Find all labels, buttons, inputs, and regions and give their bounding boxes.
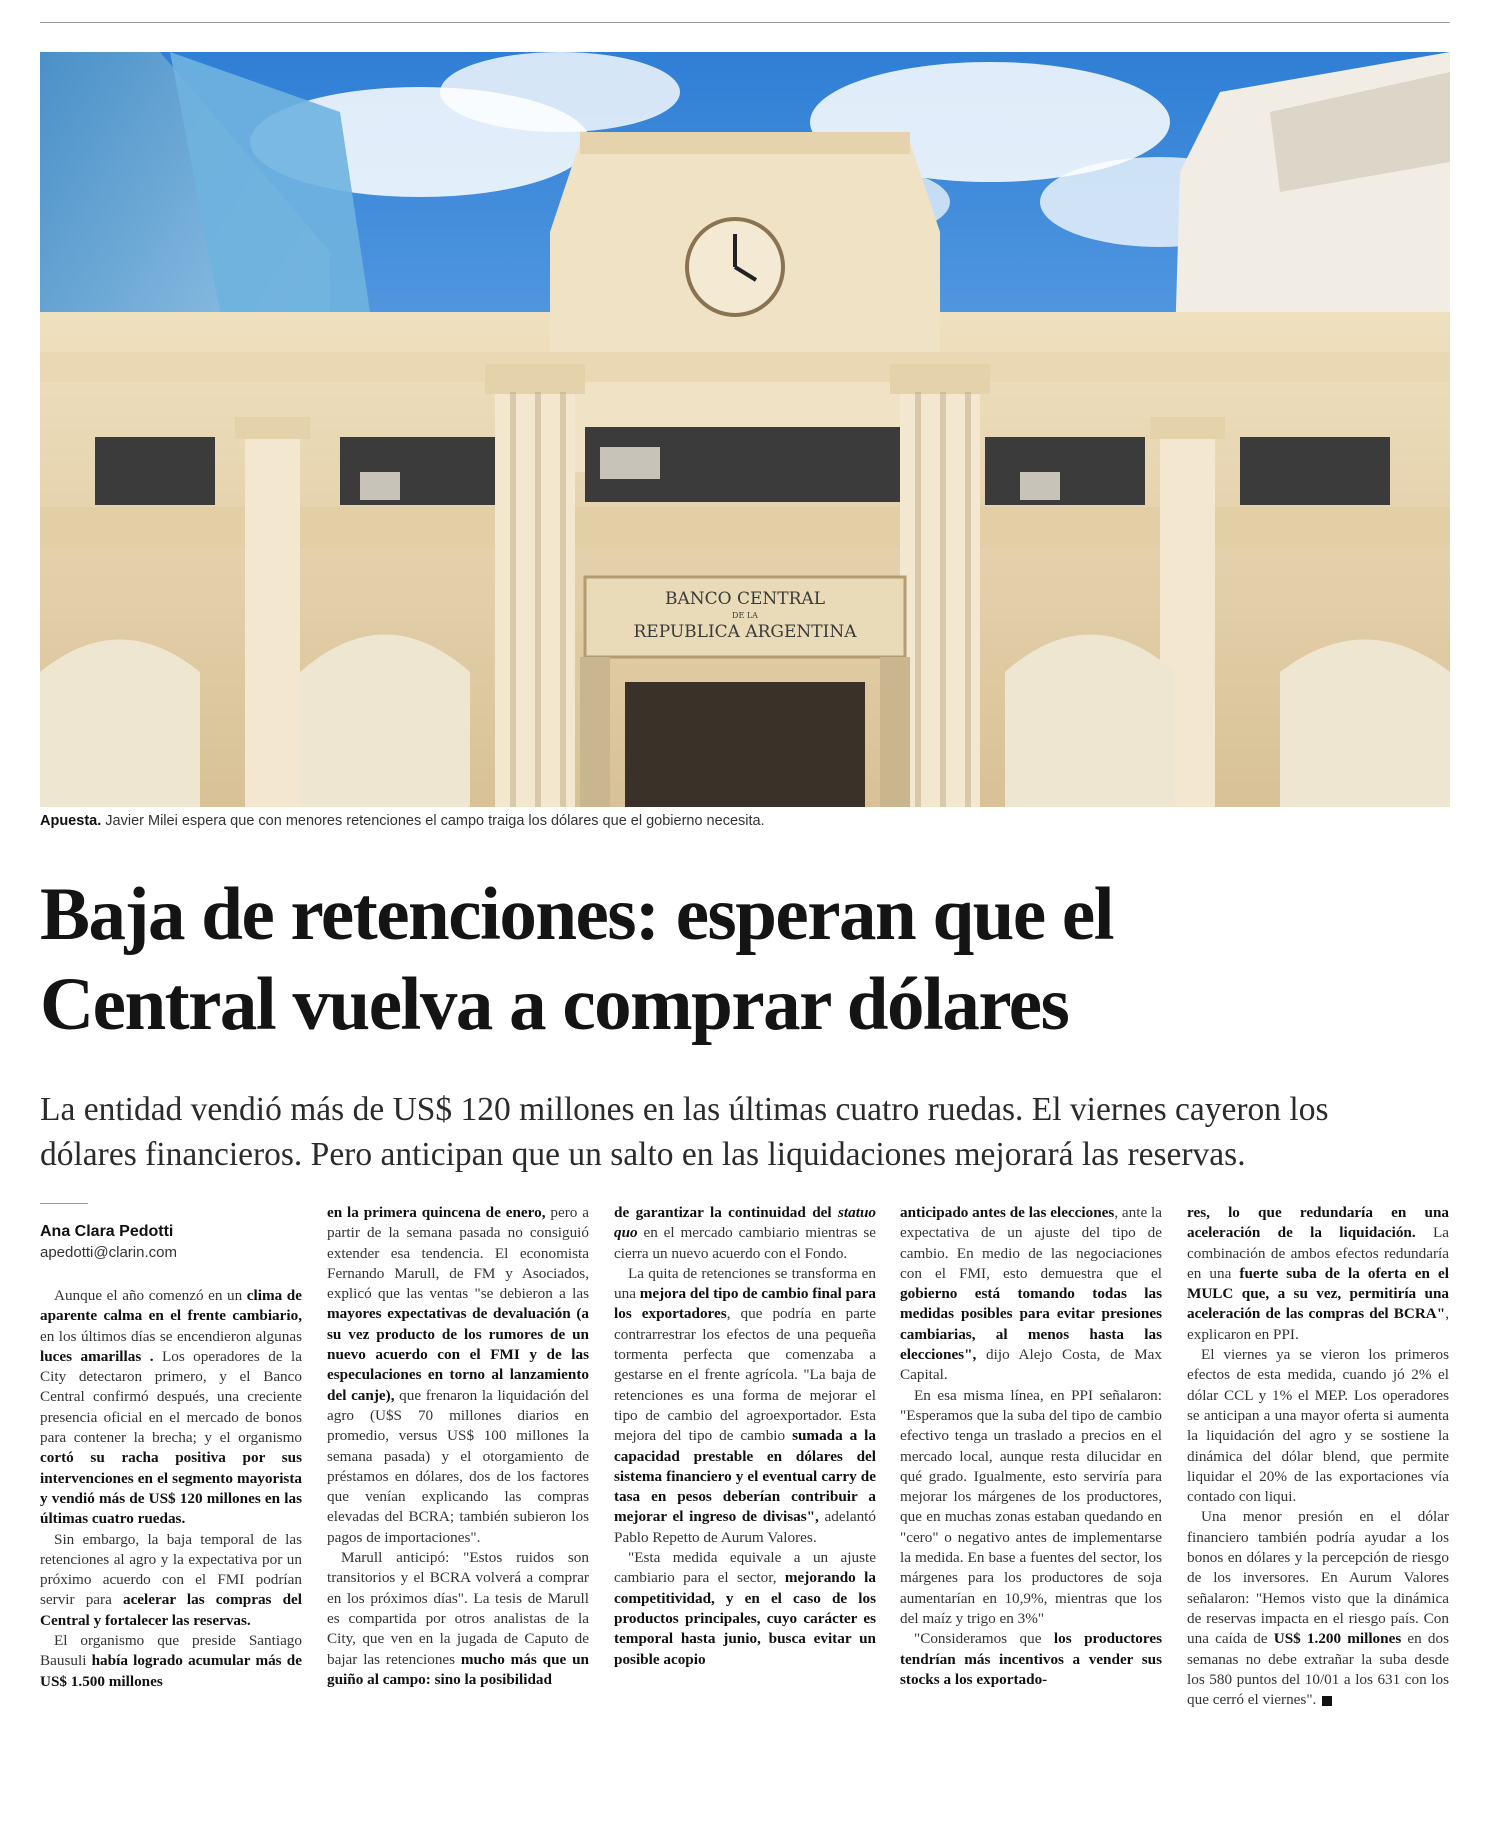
- banco-central-facade-illustration: [40, 52, 1450, 807]
- headline-line-1: Baja de retenciones: esperan que el: [40, 873, 1114, 956]
- article-column-5: [1187, 1203, 1449, 1710]
- article-paragraph: [40, 1631, 302, 1692]
- article-paragraph: [900, 1629, 1162, 1690]
- text-run: "Esta medida equivale a un ajuste cambiario para el sector,: [614, 1549, 876, 1587]
- text-run: clima de aparente calma en el frente cambiario,: [40, 1287, 302, 1325]
- article-column-2: [327, 1203, 589, 1690]
- text-run: mejora del tipo de cambio final para los exportadores: [614, 1285, 876, 1323]
- text-run: anticipado antes de las elecciones: [900, 1204, 1115, 1221]
- end-of-article-mark: [1322, 1696, 1332, 1706]
- byline-author: Ana Clara Pedotti: [40, 1223, 174, 1240]
- building-sign-line3: REPUBLICA ARGENTINA: [633, 622, 857, 642]
- text-run: que frenaron la liquidación del agro (U$S 70 millones diarios en promedio, versus US$ 100 millones la semana pasada) y el otorgamiento de préstamos en dólares, dos de los factores que venían explicando las compras elevadas del BCRA; también subieron los pagos de importaciones".: [327, 1386, 589, 1546]
- article-paragraph: [1187, 1507, 1449, 1710]
- text-run: cortó su racha positiva por sus intervenciones en el segmento mayorista y vendió más de US$ 120 millones en las últimas cuatro ruedas.: [40, 1449, 302, 1528]
- article-paragraph: [614, 1548, 876, 1670]
- text-run: en el mercado cambiario mientras se cierra un nuevo acuerdo con el Fondo.: [614, 1224, 876, 1262]
- text-run: mejorando la competitividad, y en el caso de los productos principales,: [614, 1569, 876, 1627]
- headline: [40, 870, 1460, 1050]
- text-run: adelantó Pablo Repetto de Aurum Valores.: [614, 1508, 876, 1546]
- article-paragraph: [40, 1286, 302, 1530]
- subheadline-line-2: dólares financieros. Pero anticipan que un salto en las liquidaciones mejorará las reservas.: [40, 1136, 1246, 1173]
- bank-building-photo: [40, 52, 1450, 807]
- text-run: gobierno está tomando todas las medidas posibles para evitar presiones cambiarias, al menos hasta las elecciones",: [900, 1285, 1162, 1364]
- text-run: US$ 1.200 millones: [1273, 1630, 1402, 1648]
- building-sign-line1: BANCO CENTRAL: [665, 589, 825, 609]
- article-paragraph: [327, 1548, 589, 1690]
- article-paragraph: [1187, 1203, 1449, 1345]
- byline-email[interactable]: apedotti@clarin.com: [40, 1244, 177, 1261]
- text-run: , ante la expectativa de un ajuste del tipo de cambio. En medio de las negociaciones con el FMI, esto demuestra que el: [900, 1204, 1162, 1282]
- article-column-1: [40, 1203, 302, 1692]
- article-column-3: [614, 1203, 876, 1670]
- text-run: dijo Alejo Costa, de Max Capital.: [900, 1346, 1162, 1384]
- text-run: cuyo carácter es temporal hasta junio, busca evitar un posible acopio: [614, 1609, 876, 1668]
- article-paragraph: [40, 1530, 302, 1631]
- text-run: Sin embargo, la baja temporal de las retenciones al agro y la expectativa por un próximo acuerdo con el FMI podrían servir para: [40, 1530, 302, 1609]
- text-run: en la primera quincena de enero,: [327, 1204, 546, 1221]
- text-run: los productores tendrían más incentivos a vender sus stocks a los exportado-: [900, 1630, 1162, 1688]
- byline-rule: [40, 1203, 88, 1204]
- text-run: de garantizar la continuidad del: [614, 1204, 839, 1221]
- text-run: , que podría en parte contrarrestrar los efectos de una pequeña tormenta perfecta que comenzaba a gestarse en el frente agrícola. "La baja de retenciones es una forma de mejorar el tipo de cambio del agroexportador. Esta mejora del tipo de cambio: [614, 1305, 876, 1445]
- caption-label: Apuesta.: [40, 813, 102, 829]
- text-run: La quita de retenciones se transforma en una: [614, 1264, 876, 1303]
- text-run: , explicaron en PPI.: [1187, 1305, 1449, 1343]
- text-run: "Consideramos que: [914, 1630, 1054, 1648]
- text-run: El viernes ya se vieron los primeros efectos de esta medida, cuando jó 2% el dólar CCL y 1% el MEP. Los operadores se anticipan a una mayor oferta si aumenta la liquidación del agro y se sostiene la dinámica del dólar blend, que permite liquidar el 20% de las exportaciones vía contado con liqui.: [1187, 1346, 1449, 1506]
- text-run: mucho más que un guiño al campo: sino la posibilidad: [327, 1650, 589, 1688]
- text-run: en dos semanas no debe extrañar la suba desde los 580 puntos del 10/01 a los 631 con los que cerró el viernes".: [1187, 1630, 1450, 1709]
- text-run: Marull anticipó: "Estos ruidos son transitorios y el BCRA volverá a comprar en los próximos días". La tesis de Marull es compartida por otros analistas de la City, que ven en la jugada de Caputo de bajar las retenciones: [327, 1549, 589, 1668]
- text-run: En esa misma línea, en PPI señalaron: "Esperamos que la suba del tipo de cambio efectivo tenga un traslado a precios en el mercado local, aunque resta dilucidar en qué grado. Igualmente, esto serviría para mejorar los márgenes de los productores, que en muchas zonas estaban quedando en "cero" o negativo antes de implementarse la medida. En base a fuentes del sector, los márgenes para los productores de soja aumentarían en 10,9%, mientras que los del maíz y trigo en 3%": [900, 1386, 1162, 1627]
- article-paragraph: [900, 1203, 1162, 1386]
- text-run: fuerte suba de la oferta en el MULC que, a su vez, permitiría una aceleración de las compras del BCRA": [1187, 1264, 1449, 1323]
- text-run: sumada a la capacidad prestable en dólares del sistema financiero y el eventual carry de tasa en pesos deberían contribuir a mejorar el ingreso de divisas",: [614, 1427, 876, 1526]
- text-run: mayores expectativas de devaluación (a su vez producto de los rumores de un nuevo acuerdo con el FMI y de las especulaciones en torno al lanzamiento del canje),: [327, 1305, 589, 1404]
- text-run: statuo quo: [614, 1204, 876, 1242]
- photo-caption: [40, 813, 1450, 829]
- text-run: acelerar las compras del Central y fortalecer las reservas.: [40, 1591, 302, 1629]
- building-sign-line2: DE LA: [732, 611, 758, 620]
- text-run: Aunque el año comenzó en un: [54, 1287, 247, 1304]
- text-run: res, lo que redundaría en una aceleración de la liquidación.: [1187, 1204, 1449, 1242]
- article-paragraph: [327, 1203, 589, 1548]
- text-run: El organismo que preside Santiago Bausuli: [40, 1632, 302, 1670]
- text-run: en los últimos días se encendieron algunas: [40, 1327, 302, 1345]
- headline-line-2: Central vuelva a comprar dólares: [40, 963, 1069, 1046]
- subheadline-line-1: La entidad vendió más de US$ 120 millones en las últimas cuatro ruedas. El viernes cayeron los: [40, 1091, 1329, 1128]
- article-paragraph: [900, 1386, 1162, 1630]
- article-paragraph: [614, 1264, 876, 1548]
- article-paragraph: [614, 1203, 876, 1264]
- text-run: había logrado acumular más de US$ 1.500 millones: [40, 1652, 302, 1690]
- caption-text: Javier Milei espera que con menores retenciones el campo traiga los dólares que el gobierno necesita.: [101, 813, 765, 829]
- text-run: Una menor presión en el dólar financiero también podría ayudar a los bonos en dólares y la percepción de riesgo de los inversores. En Aurum Valores señalaron: "Hemos visto que la dinámica de reservas impacta en el riesgo país. Con una caída de: [1187, 1508, 1449, 1648]
- article-paragraph: [1187, 1345, 1449, 1507]
- subheadline: [40, 1087, 1460, 1177]
- top-rule: [40, 22, 1450, 23]
- text-run: La combinación de ambos efectos redundaría en una: [1187, 1224, 1449, 1282]
- text-run: Los operadores de la City detectaron primero, y el Banco Central confirmó después, una creciente presencia oficial en el mercado de bonos para contener la brecha; y el organismo: [40, 1347, 302, 1447]
- text-run: luces amarillas .: [40, 1347, 154, 1365]
- article-column-4: [900, 1203, 1162, 1690]
- text-run: pero a partir de la semana pasada no consiguió extender esa tendencia. El economista Fernando Marull, de FM y Asociados, explicó que las ventas "se debieron a las: [327, 1204, 589, 1303]
